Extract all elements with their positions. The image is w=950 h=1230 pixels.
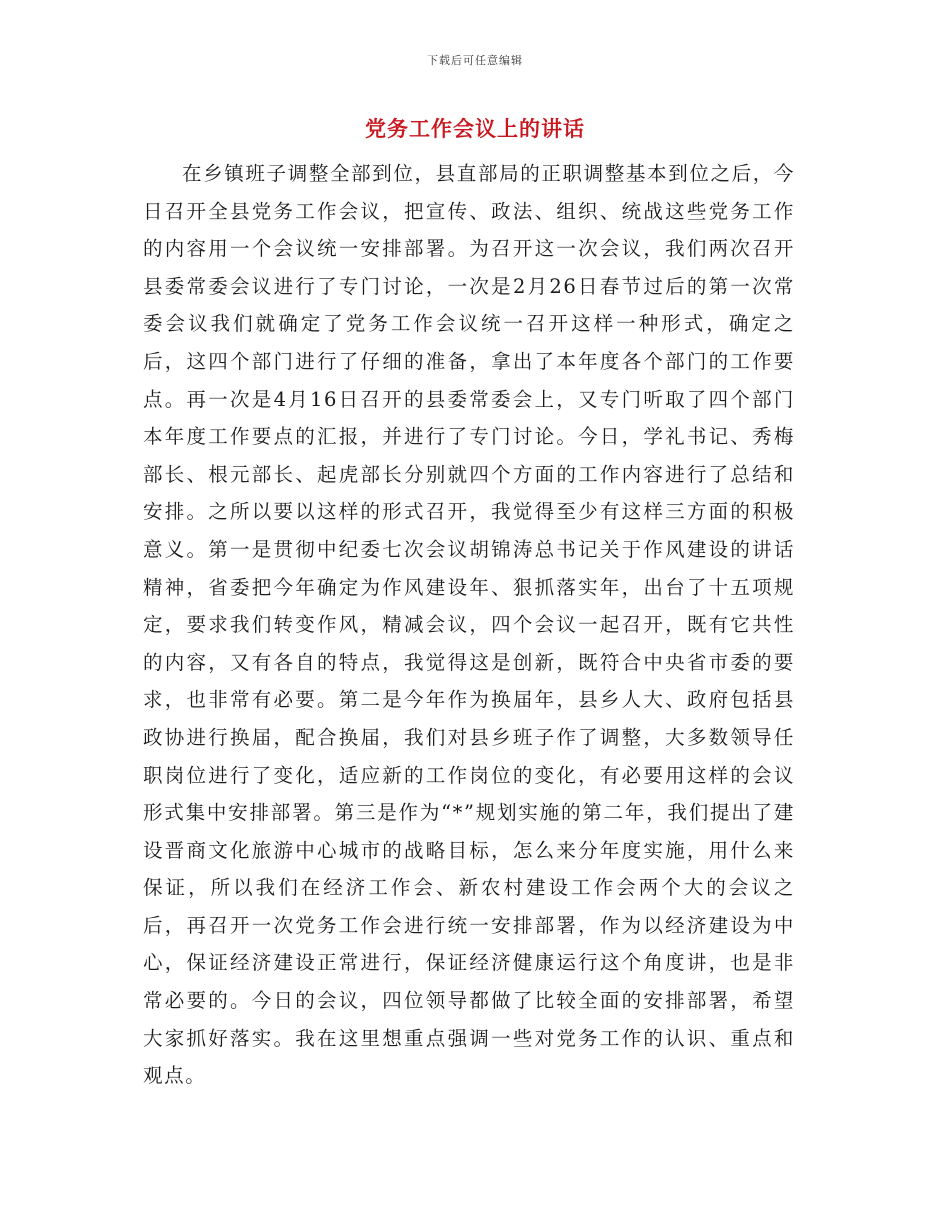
page-header-note: 下载后可任意编辑 [427, 54, 523, 67]
body-paragraph: 在乡镇班子调整全部到位，县直部局的正职调整基本到位之后，今日召开全县党务工作会议，把宣传、政法、组织、统战这些党务工作的内容用一个会议统一安排部署。为召开这一次会议，我们两次召开县委常委会议进行了专门讨论，一次是2月26日春节过后的第一次常委会议我们就确定了党务工作会议统一召开这样一种形式，确定之后，这四个部门进行了仔细的准备，拿出了本年度各个部门的工作要点。再一次是4月16日召开的县委常委会上，又专门听取了四个部门本年度工作要点的汇报，并进行了专门讨论。今日，学礼书记、秀梅部长、根元部长、起虎部长分别就四个方面的工作内容进行了总结和安排。之所以要以这样的形式召开，我觉得至少有这样三方面的积极意义。第一是贯彻中纪委七次会议胡锦涛总书记关于作风建设的讲话精神，省委把今年确定为作风建设年、狠抓落实年，出台了十五项规定，要求我们转变作风，精减会议，四个会议一起召开，既有它共性的内容，又有各自的特点，我觉得这是创新，既符合中央省市委的要求，也非常有必要。第二是今年作为换届年，县乡人大、政府包括县政协进行换届，配合换届，我们对县乡班子作了调整，大多数领导任职岗位进行了变化，适应新的工作岗位的变化，有必要用这样的会议形式集中安排部署。第三是作为“*”规划实施的第二年，我们提出了建设晋商文化旅游中心城市的战略目标，怎么来分年度实施，用什么来保证，所以我们在经济工作会、新农村建设工作会两个大的会议之后，再召开一次党务工作会进行统一安排部署，作为以经济建设为中心，保证经济建设正常进行，保证经济健康运行这个角度讲，也是非常必要的。今日的会议，四位领导都做了比较全面的安排部署，希望大家抓好落实。我在这里想重点强调一些对党务工作的认识、重点和观点。 [143, 162, 795, 1088]
document-title: 党务工作会议上的讲话 [365, 116, 585, 141]
